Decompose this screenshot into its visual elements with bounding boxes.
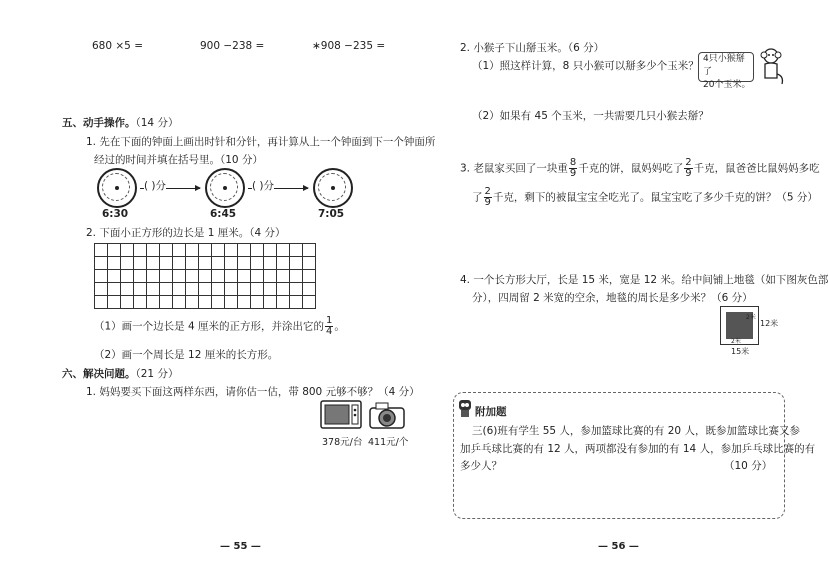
robot-icon <box>457 398 473 418</box>
fraction-2-9-a <box>684 158 692 179</box>
section6-points: （21 分） <box>135 368 179 380</box>
fraction-denominator: 9 <box>484 197 491 208</box>
fraction-numerator: 8 <box>569 157 577 168</box>
bubble-line-2: 20个玉米。 <box>703 80 751 90</box>
section5-q2: 2. 下面小正方形的边长是 1 厘米。（4 分） <box>86 227 286 239</box>
section5-sub1 <box>94 316 345 337</box>
section5-heading <box>62 115 178 130</box>
clock-time-1: 6:30 <box>102 208 129 220</box>
section6-q1: 1. 妈妈要买下面这两样东西，请你估一估，带 800 元够不够？（4 分） <box>86 386 420 398</box>
sub1-prefix: （1）画一个边长是 4 厘米的正方形，并涂出它的 <box>94 320 325 333</box>
clock-face-3[interactable] <box>313 168 353 208</box>
clock-face-1[interactable] <box>97 168 137 208</box>
section5-q1-line1: 1. 先在下面的钟面上画出时针和分针，再计算从上一个钟面到下一个钟面所 <box>86 136 436 148</box>
bonus-line3: 多少人？ <box>460 460 502 472</box>
q3-part1: 3. 老鼠家买回了一块重 <box>460 162 568 175</box>
price-camera: 411元/个 <box>368 437 409 448</box>
q3-line1 <box>460 158 820 179</box>
monkey-icon <box>756 46 786 86</box>
price-microwave: 378元/台 <box>322 437 363 448</box>
q2-sub1: （1）照这样计算，8 只小猴可以掰多少个玉米？ <box>472 60 699 72</box>
sub1-suffix: 。 <box>334 320 345 333</box>
camera-icon <box>368 400 406 430</box>
bonus-title: 附加题 <box>475 406 507 418</box>
q3-line2 <box>472 187 818 208</box>
q4-line1: 4. 一个长方形大厅，长是 15 米，宽是 12 米。给中间铺上地毯（如下图灰色部 <box>460 274 828 286</box>
section5-sub2: （2）画一个周长是 12 厘米的长方形。 <box>94 349 279 361</box>
fraction-numerator: 2 <box>685 157 692 168</box>
fraction-2-9-b <box>484 187 492 208</box>
speech-bubble <box>698 52 754 90</box>
q2-sub2: （2）如果有 45 个玉米，一共需要几只小猴去掰？ <box>472 110 709 122</box>
fraction-denominator: 4 <box>326 326 333 337</box>
q2-title: 2. 小猴子下山掰玉米。（6 分） <box>460 42 605 54</box>
section6-title: 六、解决问题。 <box>62 368 136 380</box>
arrow-label-1[interactable]: ( )分 <box>144 180 167 192</box>
q3-part3: 千克，鼠爸爸比鼠妈妈多吃 <box>693 162 820 175</box>
fraction-denominator: 9 <box>685 168 692 179</box>
fraction-numerator: 1 <box>326 315 333 326</box>
fraction-one-quarter <box>325 316 333 337</box>
clock-time-2: 6:45 <box>210 208 237 220</box>
clock-time-3: 7:05 <box>318 208 345 220</box>
bonus-line1: 三(6)班有学生 55 人，参加篮球比赛的有 20 人，既参加篮球比赛又参 <box>472 425 800 437</box>
page-number-left: — 55 — <box>220 541 261 552</box>
q3-part4: 了 <box>472 191 483 204</box>
bonus-line2: 加乒乓球比赛的有 12 人，两项都没有参加的有 14 人，参加乒乓球比赛的有 <box>460 443 816 455</box>
arrow-label-2[interactable]: ( )分 <box>252 180 275 192</box>
q4-line2: 分），四周留 2 米宽的空余，地毯的周长是多少米？（6 分） <box>472 292 753 304</box>
diagram-label-gap-bottom: 2米 <box>731 338 741 345</box>
diagram-label-width: 12米 <box>760 319 779 328</box>
q3-part5: 千克，剩下的被鼠宝宝全吃光了。鼠宝宝吃了多少千克的饼？（5 分） <box>492 191 818 204</box>
section5-q1-line2: 经过的时间并填在括号里。（10 分） <box>94 154 263 166</box>
diagram-label-length: 15米 <box>731 347 750 356</box>
section5-points: （14 分） <box>135 117 179 129</box>
fraction-denominator: 9 <box>569 168 577 179</box>
calc-item-2: 900 −238 = <box>200 40 265 52</box>
microwave-icon <box>320 400 362 430</box>
bubble-line-1: 4只小猴掰了 <box>703 54 745 77</box>
calc-item-1: 680 ×5 = <box>92 40 143 52</box>
section6-heading <box>62 366 178 381</box>
bonus-points: （10 分） <box>724 460 773 472</box>
q3-part2: 千克的饼，鼠妈妈吃了 <box>578 162 684 175</box>
page-number-right: — 56 — <box>598 541 639 552</box>
calc-item-3: ∗908 −235 = <box>312 40 386 52</box>
fraction-numerator: 2 <box>484 186 491 197</box>
clock-face-2[interactable] <box>205 168 245 208</box>
diagram-label-gap-right: 2米 <box>746 314 756 321</box>
square-grid[interactable] <box>94 243 316 309</box>
section5-title: 五、动手操作。 <box>62 117 136 129</box>
fraction-8-9 <box>569 158 577 179</box>
